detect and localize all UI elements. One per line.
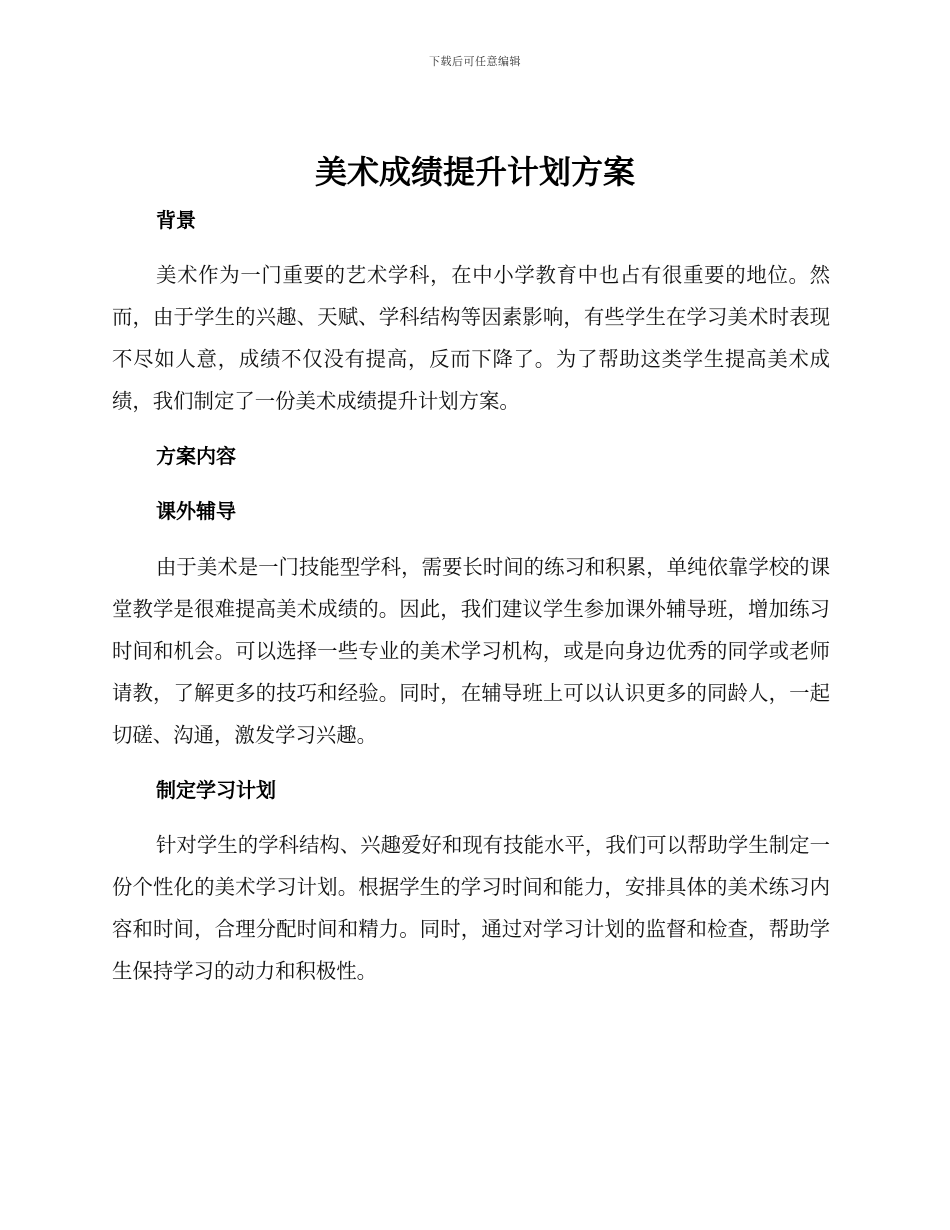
section-heading-study-plan: 制定学习计划 (156, 778, 276, 802)
document-title: 美术成绩提升计划方案 (314, 153, 635, 191)
section-heading-tutoring: 课外辅导 (156, 499, 236, 523)
section-heading-plan-content: 方案内容 (156, 444, 236, 468)
header-note: 下载后可任意编辑 (429, 55, 521, 68)
section-heading-background: 背景 (156, 208, 196, 232)
paragraph-background: 美术作为一门重要的艺术学科，在中小学教育中也占有很重要的地位。然而，由于学生的兴趣、天赋、学科结构等因素影响，有些学生在学习美术时表现不尽如人意，成绩不仅没有提高，反而下降了。为了帮助这类学生提高美术成绩，我们制定了一份美术成绩提升计划方案。 (112, 263, 830, 413)
paragraph-tutoring: 由于美术是一门技能型学科，需要长时间的练习和积累，单纯依靠学校的课堂教学是很难提高美术成绩的。因此，我们建议学生参加课外辅导班，增加练习时间和机会。可以选择一些专业的美术学习机构，或是向身边优秀的同学或老师请教，了解更多的技巧和经验。同时，在辅导班上可以认识更多的同龄人，一起切磋、沟通，激发学习兴趣。 (112, 555, 830, 747)
paragraph-study-plan: 针对学生的学科结构、兴趣爱好和现有技能水平，我们可以帮助学生制定一份个性化的美术学习计划。根据学生的学习时间和能力，安排具体的美术练习内容和时间，合理分配时间和精力。同时，通过对学习计划的监督和检查，帮助学生保持学习的动力和积极性。 (112, 833, 830, 983)
